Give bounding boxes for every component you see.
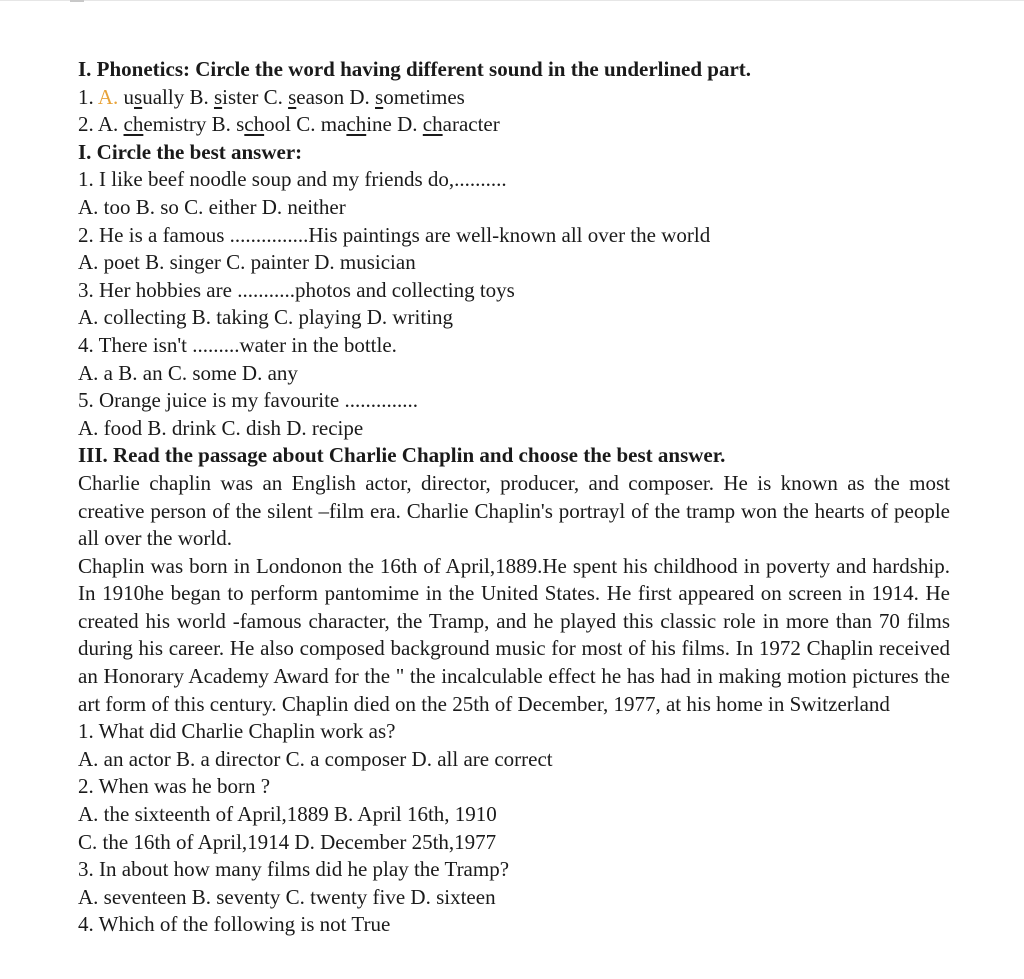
option-a-suffix: emistry [143, 112, 207, 137]
option-letter-b: B. [211, 112, 231, 137]
answer-options: C. the 16th of April,1914 D. December 25th,1977 [78, 829, 497, 854]
section-2-heading: I. Circle the best answer: [78, 139, 303, 164]
option-d-suffix: ometimes [383, 84, 465, 109]
option-a-prefix: u [123, 84, 135, 109]
option-letter-b: B. [189, 84, 209, 109]
question-line: 3. Her hobbies are ...........photos and collecting toys [78, 277, 515, 302]
option-c-suffix: ine [366, 112, 392, 137]
question-number: 2. [78, 112, 94, 137]
option-d-suffix: aracter [442, 112, 500, 137]
top-rule [0, 0, 1024, 1]
top-edge-mark [70, 0, 84, 2]
answer-options: A. the sixteenth of April,1889 B. April 16th, 1910 [78, 802, 497, 827]
option-letter-d: D. [349, 84, 370, 109]
question-line: 4. Which of the following is not True [78, 912, 391, 937]
passage-paragraph-1: Charlie chaplin was an English actor, director, producer, and composer. He is known as the most creative person of the silent –film era. Charlie Chaplin's portrayl of the tramp won the hearts of people all over the world. [78, 470, 950, 551]
option-b-suffix: ool [264, 112, 291, 137]
underlined-sound: ch [123, 112, 144, 137]
underlined-sound: s [288, 84, 297, 109]
answer-options: A. poet B. singer C. painter D. musician [78, 250, 416, 275]
underlined-sound: ch [346, 112, 367, 137]
question-number: 1. [78, 84, 94, 109]
worksheet [78, 56, 950, 939]
option-b-suffix: ister [222, 84, 259, 109]
section-1-heading: I. Phonetics: Circle the word having different sound in the underlined part. [78, 57, 752, 81]
underlined-sound: ch [244, 112, 265, 137]
question-line: 4. There isn't .........water in the bottle. [78, 332, 397, 357]
answer-options: A. collecting B. taking C. playing D. writing [78, 305, 454, 330]
question-line: 3. In about how many films did he play the Tramp? [78, 857, 510, 882]
option-b-prefix: s [236, 112, 245, 137]
answer-options: A. food B. drink C. dish D. recipe [78, 415, 364, 440]
option-a-suffix: ually [142, 84, 185, 109]
answer-options: A. too B. so C. either D. neither [78, 194, 346, 219]
underlined-sound: ch [422, 112, 443, 137]
phonetics-question-2 [78, 111, 950, 139]
phonetics-question-1 [78, 84, 950, 112]
underlined-sound: s [134, 84, 143, 109]
option-letter-a: A. [97, 112, 119, 137]
option-letter-d: D. [397, 112, 418, 137]
section-3-heading: III. Read the passage about Charlie Chaplin and choose the best answer. [78, 443, 726, 468]
question-line: 1. I like beef noodle soup and my friends do,.......... [78, 167, 507, 192]
underlined-sound: s [375, 84, 384, 109]
answer-options: A. seventeen B. seventy C. twenty five D. sixteen [78, 884, 496, 909]
underlined-sound: s [213, 84, 223, 109]
option-c-suffix: eason [296, 84, 345, 109]
answer-options: A. an actor B. a director C. a composer D. all are correct [78, 746, 553, 771]
option-letter-c: C. [296, 112, 316, 137]
answer-options: A. a B. an C. some D. any [78, 360, 298, 385]
question-line: 1. What did Charlie Chaplin work as? [78, 719, 396, 744]
question-line: 2. When was he born ? [78, 774, 271, 799]
question-line: 2. He is a famous ...............His paintings are well-known all over the world [78, 222, 711, 247]
option-letter-c: C. [263, 84, 283, 109]
option-letter-a-highlighted: A. [97, 84, 119, 109]
passage-paragraph-2: Chaplin was born in Londonon the 16th of April,1889.He spent his childhood in poverty and hardship. In 1910he began to perform pantomime in the United States. He first appeared on screen in 1914. He created his world -famous character, the Tramp, and he played this classic role in more than 70 films during his career. He also composed background music for most of his films. In 1972 Chaplin received an Honorary Academy Award for the " the incalculable effect he has had in making motion pictures the art form of this century. Chaplin died on the 25th of December, 1977, at his home in Switzerland [78, 553, 950, 716]
question-line: 5. Orange juice is my favourite .............. [78, 388, 418, 413]
option-c-prefix: ma [320, 112, 347, 137]
